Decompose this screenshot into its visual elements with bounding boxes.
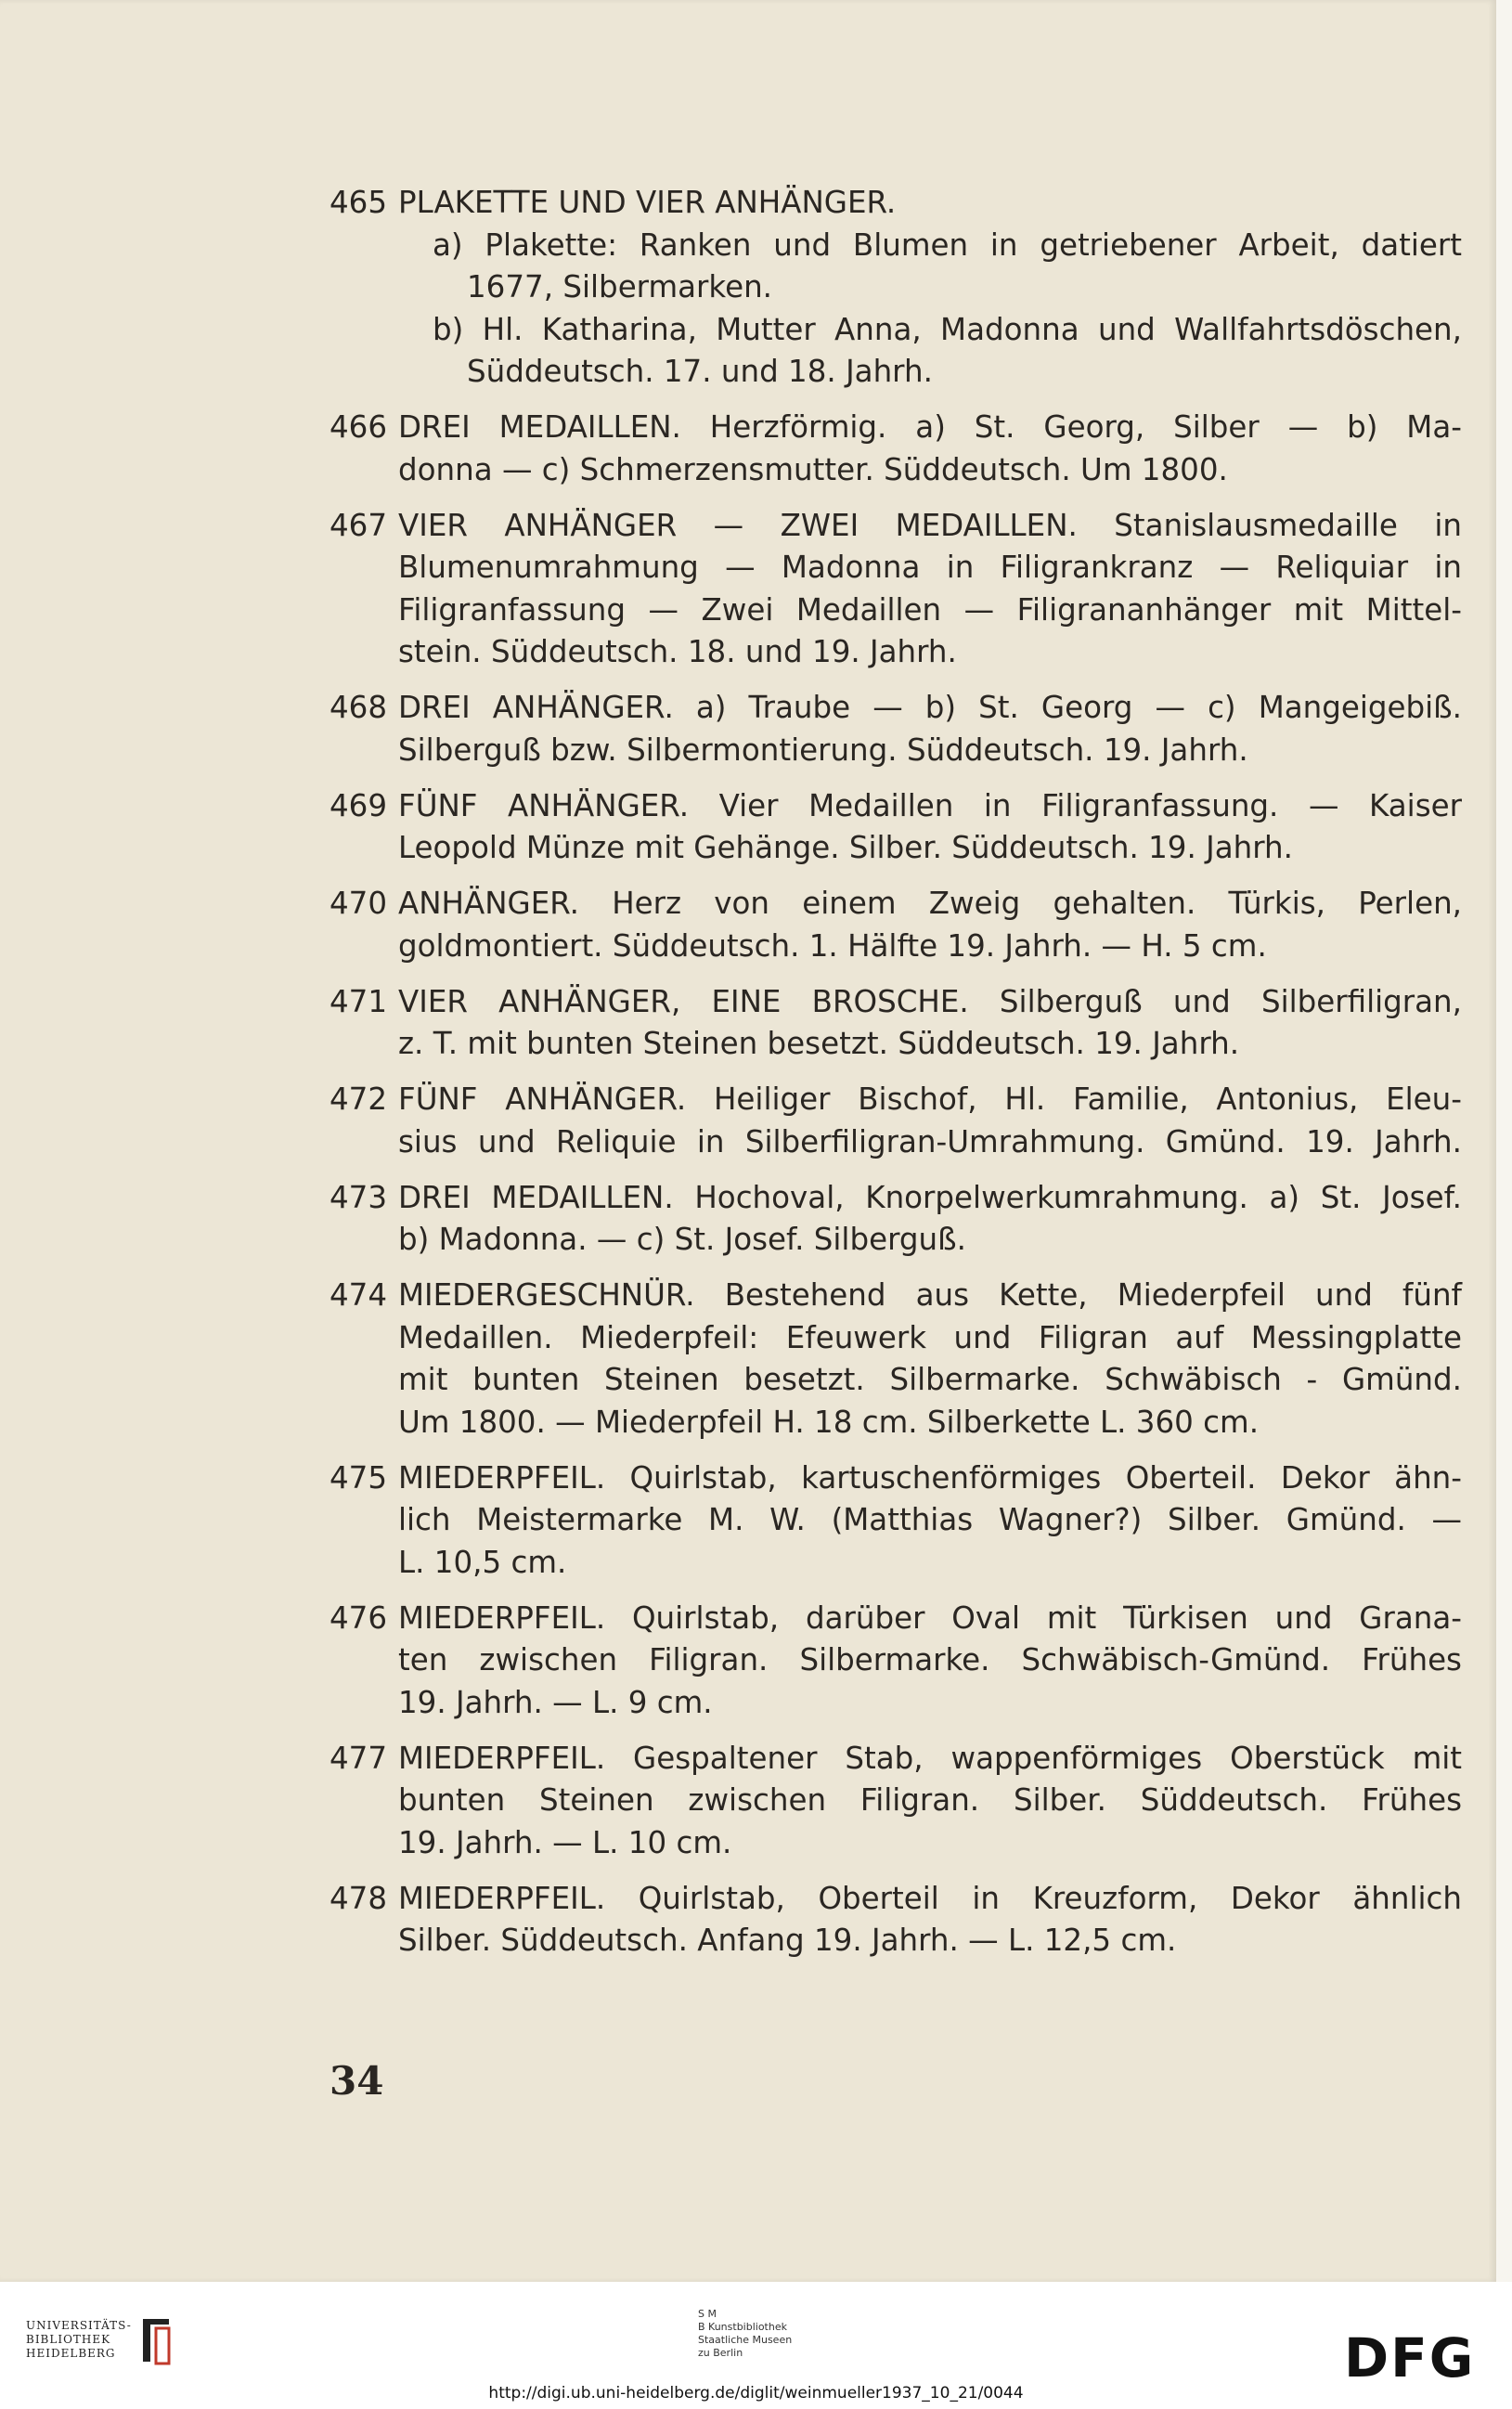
entry-line: 19. Jahrh. — L. 9 cm. (398, 1684, 713, 1720)
entry-line: donna — c) Schmerzensmutter. Süddeutsch. Um 1800. (398, 451, 1228, 487)
catalogue-entry (330, 1878, 1462, 1962)
entry-line: MIEDERPFEIL. Quirlstab, kartuschenförmiges Oberteil. Dekor ähn- (398, 1459, 1462, 1496)
entry-number: 466 (330, 409, 388, 445)
entry-line: Silberguß bzw. Silbermontierung. Süddeutsch. 19. Jahrh. (398, 732, 1248, 768)
entry-line: FÜNF ANHÄNGER. Vier Medaillen in Filigranfassung. — Kaiser (398, 787, 1462, 823)
entry-line: VIER ANHÄNGER, EINE BROSCHE. Silberguß und Silberfiligran, (398, 983, 1462, 1019)
entry-line: Um 1800. — Miederpfeil H. 18 cm. Silberkette L. 360 cm. (398, 1404, 1260, 1440)
university-line: BIBLIOTHEK (26, 2333, 111, 2346)
entry-line: Blumenumrahmung — Madonna in Filigrankranz — Reliquiar in (398, 550, 1462, 585)
entry-number: 469 (330, 787, 388, 823)
entry-line: DREI MEDAILLEN. Herzförmig. a) St. Georg, Silber — b) Ma- (398, 409, 1462, 445)
entry-number: 472 (330, 1081, 388, 1117)
entry-line: a) Plakette: Ranken und Blumen in getriebener Arbeit, datiert (433, 227, 1462, 263)
entry-line: Filigranfassung — Zwei Medaillen — Filigrananhänger mit Mittel- (398, 591, 1462, 628)
dfg-logo: DFG (1344, 2326, 1476, 2390)
page-edge (1496, 0, 1512, 2282)
entry-line: DREI ANHÄNGER. a) Traube — b) St. Georg — c) Mangeigebiß. (398, 690, 1462, 725)
smb-line: S M (698, 2308, 717, 2320)
university-name (26, 2319, 132, 2361)
entry-line: DREI MEDAILLEN. Hochoval, Knorpelwerkumrahmung. a) St. Josef. (398, 1179, 1462, 1215)
entry-line: z. T. mit bunten Steinen besetzt. Süddeutsch. 19. Jahrh. (398, 1026, 1240, 1061)
university-line: HEIDELBERG (26, 2347, 116, 2360)
entry-line: 19. Jahrh. — L. 10 cm. (398, 1824, 732, 1860)
entry-line: goldmontiert. Süddeutsch. 1. Hälfte 19. Jahrh. — H. 5 cm. (398, 927, 1267, 964)
catalogue-entry (330, 1079, 1462, 1163)
entry-line: MIEDERGESCHNÜR. Bestehend aus Kette, Miederpfeil und fünf (398, 1277, 1462, 1313)
page-number: 34 (330, 2058, 384, 2104)
catalogue-entry (330, 1598, 1462, 1725)
entry-number: 473 (330, 1179, 388, 1215)
catalogue-entry (330, 687, 1462, 771)
entry-line: ANHÄNGER. Herz von einem Zweig gehalten. Türkis, Perlen, (398, 886, 1462, 921)
entry-number: 471 (330, 983, 388, 1019)
catalogue-entry (330, 1738, 1462, 1865)
entry-line: L. 10,5 cm. (398, 1544, 567, 1580)
entry-line: bunten Steinen zwischen Filigran. Silber. Süddeutsch. Frühes (398, 1782, 1462, 1818)
entry-number: 467 (330, 507, 388, 543)
catalogue-entry (330, 883, 1462, 967)
entry-line: MIEDERPFEIL. Gespaltener Stab, wappenförmiges Oberstück mit (398, 1740, 1462, 1776)
entry-line: PLAKETTE UND VIER ANHÄNGER. (398, 185, 897, 220)
entry-line: 1677, Silbermarken. (467, 269, 772, 304)
university-library-logo (26, 2319, 132, 2361)
entry-line: Leopold Münze mit Gehänge. Silber. Süddeutsch. 19. Jahrh. (398, 830, 1293, 865)
entry-line: Silber. Süddeutsch. Anfang 19. Jahrh. — L. 12,5 cm. (398, 1923, 1177, 1958)
entry-line: mit bunten Steinen besetzt. Silbermarke. Schwäbisch - Gmünd. (398, 1362, 1462, 1397)
entry-line: b) Madonna. — c) St. Josef. Silberguß. (398, 1222, 966, 1257)
catalogue-entry (330, 1275, 1462, 1444)
catalogue-entry (330, 785, 1462, 870)
source-url-link[interactable]: http://digi.ub.uni-heidelberg.de/diglit/weinmueller1937_10_21/0044 (488, 2384, 1024, 2403)
entry-line: Süddeutsch. 17. und 18. Jahrh. (467, 354, 933, 389)
university-emblem-icon (137, 2315, 174, 2367)
entry-line: VIER ANHÄNGER — ZWEI MEDAILLEN. Stanislausmedaille in (398, 507, 1462, 543)
entry-line: ten zwischen Filigran. Silbermarke. Schwäbisch-Gmünd. Frühes (398, 1642, 1462, 1677)
entry-number: 475 (330, 1459, 388, 1496)
smb-line: zu Berlin (698, 2347, 743, 2359)
entry-number: 474 (330, 1277, 388, 1313)
entry-line: MIEDERPFEIL. Quirlstab, Oberteil in Kreuzform, Dekor ähnlich (398, 1880, 1462, 1916)
entry-number: 465 (330, 185, 388, 220)
catalogue-entry (330, 981, 1462, 1066)
catalogue-entry (330, 182, 1462, 394)
entry-number: 477 (330, 1740, 388, 1776)
entry-line: lich Meistermarke M. W. (Matthias Wagner?) Silber. Gmünd. — (398, 1502, 1462, 1537)
catalogue-entry (330, 505, 1462, 674)
catalogue-entries (330, 182, 1462, 1975)
smb-logo (698, 2308, 792, 2360)
entry-number: 468 (330, 690, 388, 725)
entry-line: stein. Süddeutsch. 18. und 19. Jahrh. (398, 634, 957, 669)
catalogue-entry (330, 1457, 1462, 1585)
catalogue-entry (330, 1177, 1462, 1262)
smb-line: Staatliche Museen (698, 2334, 793, 2346)
entry-line: sius und Reliquie in Silberfiligran-Umrahmung. Gmünd. 19. Jahrh. (398, 1123, 1462, 1159)
entry-line: b) Hl. Katharina, Mutter Anna, Madonna und Wallfahrtsdöschen, (433, 311, 1462, 347)
entry-number: 478 (330, 1880, 388, 1916)
entry-line: FÜNF ANHÄNGER. Heiliger Bischof, Hl. Familie, Antonius, Eleu- (398, 1081, 1462, 1117)
university-line: UNIVERSITÄTS- (26, 2319, 132, 2332)
catalogue-entry (330, 407, 1462, 491)
entry-number: 470 (330, 886, 388, 921)
smb-line: B Kunstbibliothek (698, 2321, 787, 2333)
entry-line: Medaillen. Miederpfeil: Efeuwerk und Filigran auf Messingplatte (398, 1319, 1462, 1355)
entry-number: 476 (330, 1600, 388, 1636)
entry-line: MIEDERPFEIL. Quirlstab, darüber Oval mit Türkisen und Grana- (398, 1600, 1462, 1636)
